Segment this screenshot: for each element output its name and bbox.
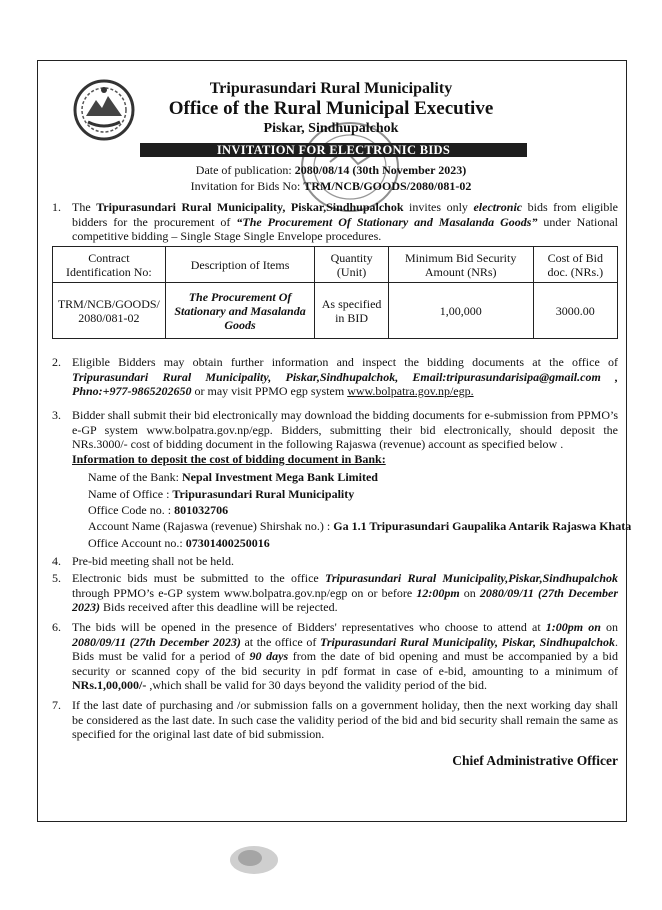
value: Ga 1.1 Tripurasundari Gaupalika Antarik Rajaswa Khata xyxy=(333,519,632,533)
table-header-cell: Cost of Bid doc. (NRs.) xyxy=(533,247,617,283)
text: ,which shall be valid for 30 days beyond the validity period of the bid. xyxy=(146,678,487,692)
bid-number-value: TRM/NCB/GOODS/2080/081-02 xyxy=(303,179,472,193)
description-cell xyxy=(165,283,315,339)
table-row xyxy=(53,283,618,339)
paragraph-7: If the last date of purchasing and /or submission falls on a government holiday, then the next working day shall be considered as the last date. In such case the validity period of the bid and bid security shall remain the same as specified for the original last date of bid submission. xyxy=(72,698,618,741)
label: Name of Office : xyxy=(88,487,173,501)
text: Eligible Bidders may obtain further information and inspect the bidding documents at the office of xyxy=(72,355,618,369)
text: bids from eligible bidders for the procurement of xyxy=(72,200,619,229)
bid-number xyxy=(0,179,662,194)
egp-link[interactable]: www.bolpatra.gov.np/egp. xyxy=(347,384,474,398)
text: or may visit PPMO egp system xyxy=(191,384,348,398)
publication-date-value: 2080/08/14 (30th November 2023) xyxy=(294,163,467,177)
ink-stamp-mark xyxy=(226,840,282,880)
paragraph-6 xyxy=(72,620,618,693)
bid-table xyxy=(52,246,618,339)
validity-days: 90 days xyxy=(249,649,289,663)
municipality-name: Tripurasundari Rural Municipality xyxy=(209,80,453,97)
text: The xyxy=(72,200,97,214)
table-header-cell: Minimum Bid Security Amount (NRs) xyxy=(388,247,533,283)
invitation-banner: INVITATION FOR ELECTRONIC BIDS xyxy=(140,143,527,157)
opening-time: 1:00pm on xyxy=(545,620,601,634)
procurement-title: “The Procurement Of Stationary and Masalanda Goods” xyxy=(236,214,538,229)
label: Office Code no. : xyxy=(88,503,175,517)
value: Nepal Investment Mega Bank Limited xyxy=(181,470,378,484)
item-number: 3. xyxy=(52,408,61,422)
value: Tripurasundari Rural Municipality xyxy=(172,487,355,501)
contract-id-cell: TRM/NCB/GOODS/ 2080/081-02 xyxy=(53,283,166,339)
security-amount-cell: 1,00,000 xyxy=(388,283,533,339)
text: at the office of xyxy=(240,634,320,649)
text: on xyxy=(459,585,480,600)
text-bold: Tripurasundari Rural Municipality, Piskar,Sindhupalchok xyxy=(96,200,404,214)
bank-name xyxy=(88,470,378,485)
paragraph-2 xyxy=(72,355,618,399)
item-number: 7. xyxy=(52,698,61,712)
text-bold-italic: electronic xyxy=(473,200,523,214)
text: invites only xyxy=(403,200,474,214)
cost-cell: 3000.00 xyxy=(533,283,617,339)
item-number: 4. xyxy=(52,554,61,568)
account-number xyxy=(88,536,270,551)
text: . Bids must be valid for a period of xyxy=(72,634,618,663)
contact-info: Tripurasundari Rural Municipality, Piskar,Sindhupalchok, Email:tripurasundarisipa@gmail.com , Phno:+977-9865202650 xyxy=(72,369,618,398)
item-number: 2. xyxy=(52,355,61,369)
publication-date-label: Date of publication: xyxy=(195,163,295,177)
office-code xyxy=(88,503,228,518)
item-number: 5. xyxy=(52,571,61,585)
text: from the date of bid opening and must be accompanied by a bid security or scanned copy of the bid security in pdf format in case of e-bid, amounting to a minimum of xyxy=(72,649,618,678)
value: 07301400250016 xyxy=(185,536,270,550)
bid-number-label: Invitation for Bids No: xyxy=(190,179,304,193)
text: Bidder shall submit their bid electronically may download the bidding documents for e-submission from PPMO’s e-GP system www.bolpatra.gov.np/egp. Bidders, submitting their bid electronically, should deposit the NRs.3000/- cost of bidding document in the following Rajaswa (revenue) account as specified below . xyxy=(72,408,618,451)
text-bold-italic: Tripurasundari Rural Municipality, Piskar, Sindhupalchok xyxy=(320,634,615,649)
table-header-cell: Quantity (Unit) xyxy=(315,247,388,283)
text: on xyxy=(600,620,618,634)
opening-date: 2080/09/11 (27th December 2023) xyxy=(72,634,241,649)
office-name xyxy=(88,487,354,502)
minimum-security: NRs.1,00,000/- xyxy=(72,678,147,692)
paragraph-1 xyxy=(72,200,618,244)
deadline-date: 2080/09/11 (27th December 2023) xyxy=(72,585,619,614)
text: The bids will be opened in the presence of Bidders' representatives who choose to attend at xyxy=(72,620,546,634)
bank-info-heading: Information to deposit the cost of bidding document in Bank: xyxy=(72,451,386,466)
text: under National competitive bidding – Single Stage Single Envelope procedures. xyxy=(72,214,618,243)
signatory-title: Chief Administrative Officer xyxy=(452,753,618,768)
table-header-cell: Description of Items xyxy=(165,247,315,283)
value: 801032706 xyxy=(174,503,229,517)
publication-date xyxy=(0,163,662,178)
account-name xyxy=(88,519,631,534)
text: Electronic bids must be submitted to the office xyxy=(72,571,325,585)
label: Office Account no.: xyxy=(88,536,186,550)
text: through PPMO’s e-GP system www.bolpatra.gov.np/egp on or before xyxy=(72,585,417,600)
quantity-cell: As specified in BID xyxy=(315,283,388,339)
office-location: Piskar, Sindhupalchok xyxy=(263,121,399,136)
table-header-cell: Contract Identification No: xyxy=(53,247,166,283)
paragraph-5 xyxy=(72,571,618,615)
text: Bids received after this deadline will be rejected. xyxy=(100,600,338,614)
item-number: 1. xyxy=(52,200,61,214)
label: Name of the Bank: xyxy=(88,470,182,484)
table-header-row xyxy=(53,247,618,283)
paragraph-3 xyxy=(72,408,618,466)
label: Account Name (Rajaswa (revenue) Shirshak no.) : xyxy=(88,519,334,533)
text-bold-italic: Tripurasundari Rural Municipality,Piskar,Sindhupalchok xyxy=(324,571,618,585)
description-text: The Procurement Of Stationary and Masalanda Goods xyxy=(174,289,306,332)
office-title: Office of the Rural Municipal Executive xyxy=(168,98,494,119)
deadline-time: 12:00pm xyxy=(416,585,460,600)
item-number: 6. xyxy=(52,620,61,634)
paragraph-4: Pre-bid meeting shall not be held. xyxy=(72,554,234,568)
